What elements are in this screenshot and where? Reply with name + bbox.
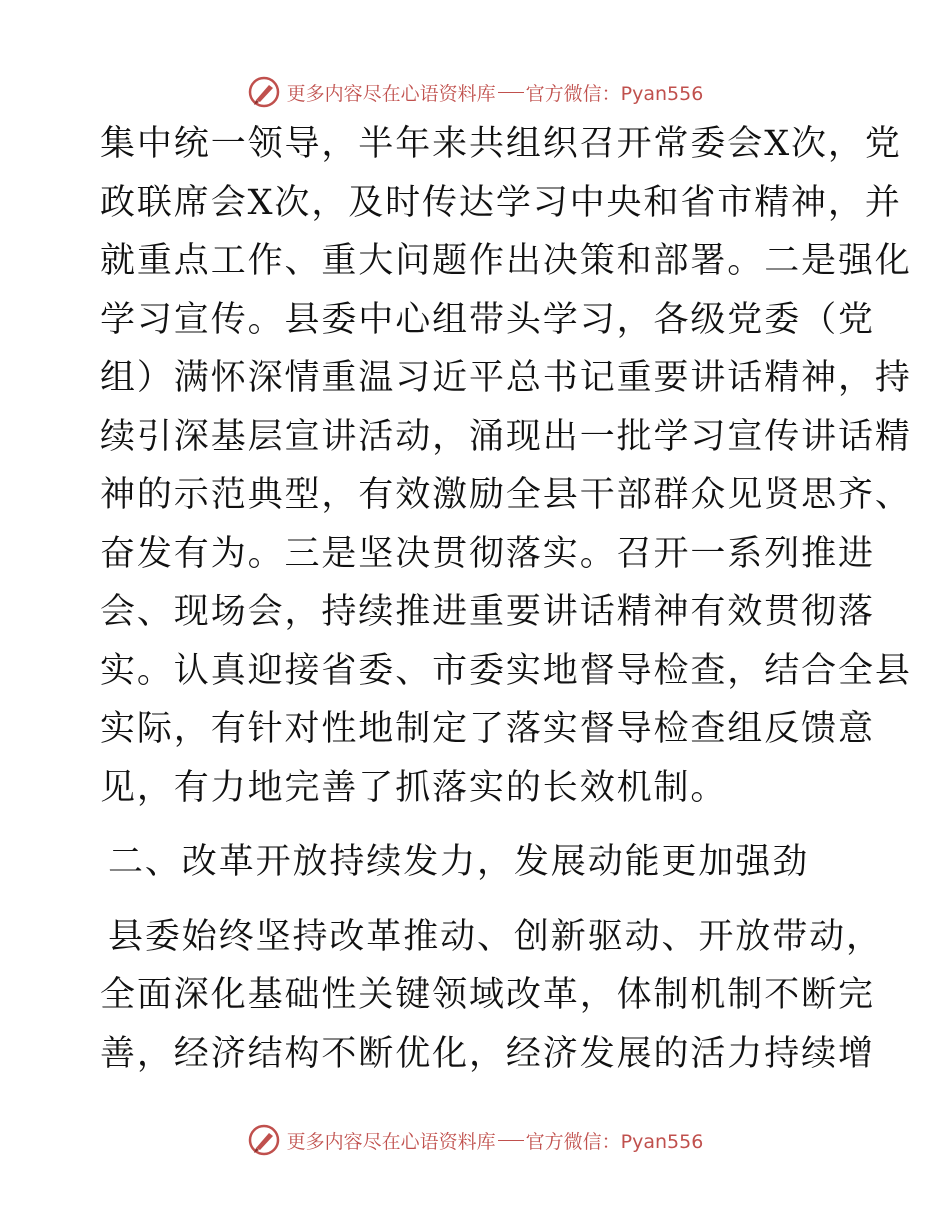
pen-logo-icon (247, 1123, 281, 1157)
paragraph-1-line: 就重点工作、重大问题作出决策和部署。二是强化 (100, 241, 912, 281)
paragraph-1-line: 实际，有针对性地制定了落实督导检查组反馈意 (100, 709, 875, 749)
section-heading: 二、改革开放持续发力，发展动能更加强劲 (108, 842, 810, 882)
paragraph-1-line: 集中统一领导，半年来共组织召开常委会X次，党 (100, 124, 902, 164)
paragraph-1-line: 实。认真迎接省委、市委实地督导检查，结合全县 (100, 650, 912, 691)
paragraph-1-line: 见，有力地完善了抓落实的长效机制。 (100, 767, 728, 808)
footer-account-label: 官方微信：Pyan556 (525, 1130, 704, 1153)
footer-site-text: 更多内容尽在心语资料库 (286, 1130, 496, 1153)
paragraph-1-line: 学习宣传。县委中心组带头学习，各级党委（党 (100, 299, 875, 340)
paragraph-1-line: 组）满怀深情重温习近平总书记重要讲话精神，持 (100, 358, 912, 398)
paragraph-2-line: 全面深化基础性关键领域改革，体制机制不断完 (100, 975, 875, 1015)
paragraph-2-line: 县委始终坚持改革推动、创新驱动、开放带动， (108, 916, 883, 957)
paragraph-1-line: 政联席会X次，及时传达学习中央和省市精神，并 (100, 182, 902, 223)
paragraph-1-line: 神的示范典型，有效激励全县干部群众见贤思齐、 (100, 475, 912, 515)
document-body (100, 115, 912, 1083)
paragraph-1-line: 会、现场会，持续推进重要讲话精神有效贯彻落 (100, 592, 875, 632)
header-banner (0, 72, 950, 112)
paragraph-1-line: 续引深基层宣讲活动，涌现出一批学习宣传讲话精 (100, 416, 912, 457)
paragraph-1-line: 奋发有为。三是坚决贯彻落实。召开一系列推进 (100, 533, 875, 574)
header-dash-divider (498, 92, 524, 93)
header-site-text: 更多内容尽在心语资料库 (286, 82, 496, 105)
pen-logo-icon (247, 75, 281, 109)
footer-dash-divider (498, 1140, 524, 1141)
paragraph-2-line: 善，经济结构不断优化，经济发展的活力持续增 (100, 1033, 875, 1074)
footer-banner (0, 1120, 950, 1160)
header-account-label: 官方微信：Pyan556 (525, 82, 704, 105)
